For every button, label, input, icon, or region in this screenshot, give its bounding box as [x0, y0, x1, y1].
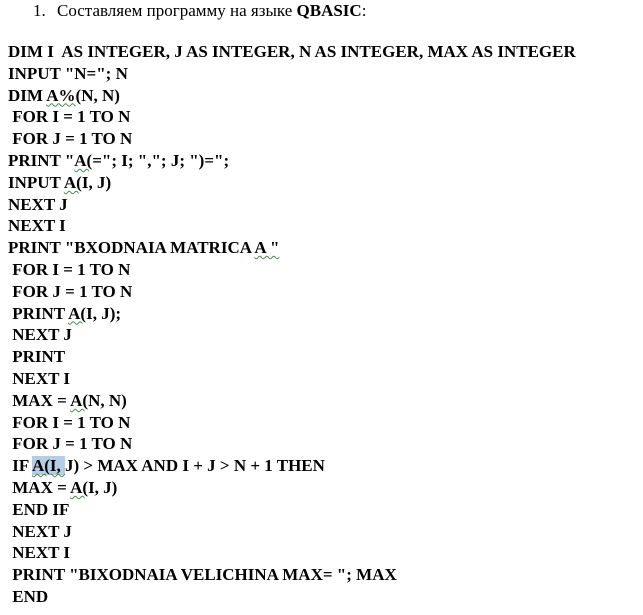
code-text: I, J); — [86, 303, 122, 323]
list-heading — [33, 0, 366, 22]
code-text: FOR J = 1 TO N — [8, 434, 133, 454]
code-line — [8, 63, 576, 85]
code-text: FOR I = 1 TO N — [8, 259, 131, 279]
code-line — [8, 281, 576, 303]
code-text: MAX = — [8, 390, 71, 410]
code-text: MAX = — [8, 477, 71, 497]
code-text: FOR J = 1 TO N — [8, 129, 133, 149]
code-text: I, J) — [88, 477, 118, 497]
code-text: INPUT — [8, 172, 64, 192]
code-line — [8, 150, 576, 172]
code-text: END IF — [8, 499, 70, 519]
code-line — [8, 412, 576, 434]
code-line — [8, 41, 576, 63]
code-text: FOR J = 1 TO N — [8, 281, 133, 301]
code-text: NEXT J — [8, 194, 68, 214]
code-text: J) > MAX AND I + J > N + 1 THEN — [65, 456, 325, 476]
spellcheck-underlined-text: A( — [70, 477, 89, 497]
code-line — [8, 455, 576, 477]
spellcheck-underlined-text: A " — [254, 238, 280, 258]
code-line — [8, 499, 576, 521]
code-text: PRINT — [8, 347, 66, 367]
code-text: PRINT " — [8, 150, 75, 170]
code-text: PRINT — [8, 303, 69, 323]
code-line — [8, 586, 576, 608]
code-text: NEXT J — [8, 325, 72, 345]
spellcheck-underlined-text: A% — [46, 85, 76, 105]
code-line — [8, 324, 576, 346]
code-line — [8, 172, 576, 194]
language-name: QBASIC — [296, 1, 362, 20]
code-line — [8, 215, 576, 237]
code-text: N, N) — [88, 390, 127, 410]
code-text: DIM I AS INTEGER, J AS INTEGER, N AS INTEGER, MAX AS INTEGER — [8, 42, 576, 61]
spellcheck-underlined-text: A( — [68, 303, 87, 323]
heading-suffix: : — [361, 1, 367, 20]
code-text: NEXT I — [8, 543, 71, 563]
code-text: FOR I = 1 TO N — [8, 412, 131, 432]
selected-text: A(I, — [31, 456, 65, 476]
code-line — [8, 303, 576, 325]
code-text: PRINT "BXODNAIA MATRICA — [8, 238, 255, 258]
code-line — [8, 564, 576, 586]
code-text: (N, N) — [75, 85, 120, 105]
code-line — [8, 368, 576, 390]
code-line — [8, 433, 576, 455]
code-text: ="; I; ","; J; ")="; — [92, 150, 230, 170]
code-line — [8, 259, 576, 281]
code-line — [8, 194, 576, 216]
code-text: NEXT I — [8, 368, 71, 388]
spellcheck-underlined-text: A( — [70, 390, 89, 410]
code-text: FOR I = 1 TO N — [8, 107, 131, 127]
code-line — [8, 85, 576, 107]
code-line — [8, 521, 576, 543]
code-line — [8, 477, 576, 499]
code-line — [8, 542, 576, 564]
code-text: END — [8, 586, 49, 606]
code-text: I, J) — [81, 172, 112, 192]
code-text: PRINT "BIXODNAIA VELICHINA MAX= "; MAX — [8, 565, 397, 585]
spellcheck-underlined-text: A( — [63, 172, 82, 192]
code-text: NEXT I — [8, 216, 66, 236]
code-line — [8, 390, 576, 412]
heading-text: Составляем программу на языке — [57, 1, 297, 20]
code-text: IF — [8, 456, 32, 476]
code-text: NEXT J — [8, 521, 72, 541]
list-number: 1. — [33, 1, 46, 20]
code-text: DIM — [8, 85, 47, 105]
code-listing[interactable] — [8, 41, 576, 608]
code-line — [8, 106, 576, 128]
code-text: INPUT "N="; N — [8, 63, 128, 83]
code-line — [8, 346, 576, 368]
code-line — [8, 237, 576, 259]
code-line — [8, 128, 576, 150]
spellcheck-underlined-text: A( — [74, 150, 93, 170]
